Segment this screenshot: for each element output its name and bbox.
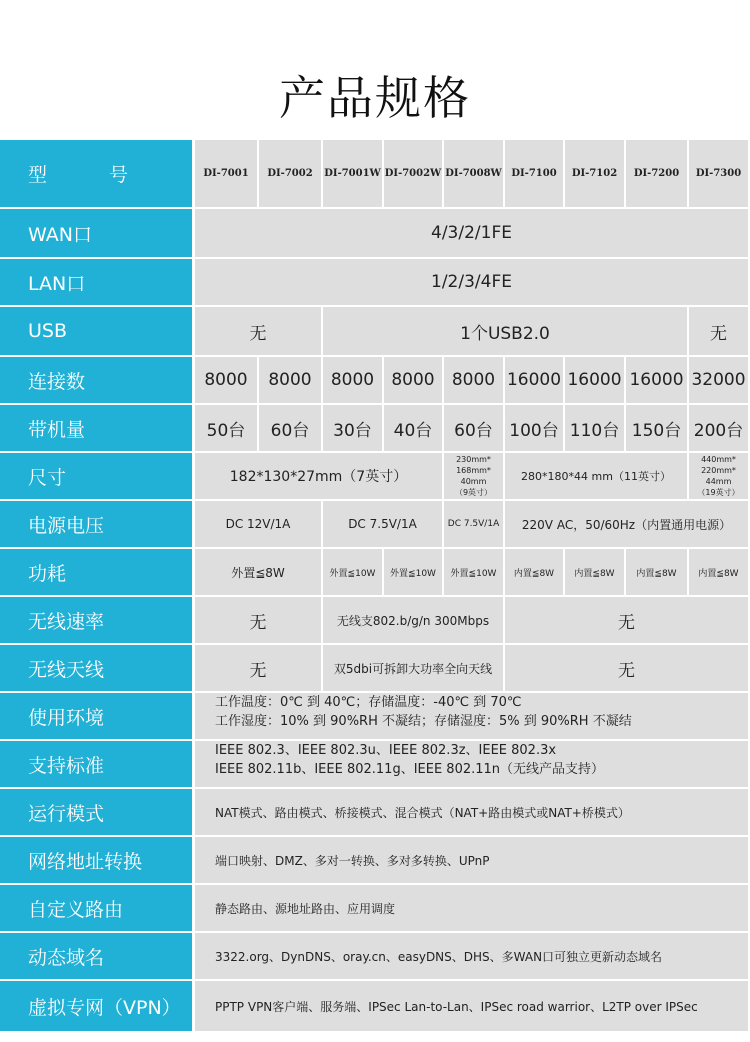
standards-line: IEEE 802.3、IEEE 802.3u、IEEE 802.3z、IEEE 802.3x bbox=[215, 743, 557, 758]
model-cell: DI-7002 bbox=[259, 140, 323, 209]
antenna-value: 双5dbi可拆卸大功率全向天线 bbox=[323, 645, 505, 693]
model-cell: DI-7008W bbox=[444, 140, 505, 209]
wireless-rate-right: 无 bbox=[505, 597, 750, 645]
environment-value bbox=[195, 693, 750, 741]
usb-value: 1个USB2.0 bbox=[323, 307, 689, 357]
mode-value: NAT模式、路由模式、桥接模式、混合模式（NAT+路由模式或NAT+桥模式） bbox=[195, 789, 750, 837]
environment-line: 工作温度：0℃ 到 40℃；存储温度：-40℃ 到 70℃ bbox=[215, 695, 522, 710]
size-7008w-line: 168mm* bbox=[456, 466, 491, 475]
label-model: 型 号 bbox=[0, 140, 195, 209]
connections-cell: 16000 bbox=[626, 357, 689, 405]
label-size: 尺寸 bbox=[0, 453, 195, 501]
consumption-cell: 内置≦8W bbox=[565, 549, 626, 597]
power-a: DC 12V/1A bbox=[195, 501, 323, 549]
consumption-cell: 内置≦8W bbox=[626, 549, 689, 597]
model-cell: DI-7102 bbox=[565, 140, 626, 209]
label-standards: 支持标准 bbox=[0, 741, 195, 789]
label-routing: 自定义路由 bbox=[0, 885, 195, 933]
label-connections: 连接数 bbox=[0, 357, 195, 405]
consumption-cell: 外置≦8W bbox=[195, 549, 323, 597]
hosts-cell: 60台 bbox=[444, 405, 505, 453]
usb-none-left: 无 bbox=[195, 307, 323, 357]
size-small: 182*130*27mm（7英寸） bbox=[195, 453, 444, 501]
label-hosts: 带机量 bbox=[0, 405, 195, 453]
size-rack19-line: 220mm* bbox=[701, 466, 736, 475]
standards-line: IEEE 802.11b、IEEE 802.11g、IEEE 802.11n（无线产品支持） bbox=[215, 762, 605, 777]
consumption-cell: 外置≦10W bbox=[444, 549, 505, 597]
hosts-cell: 50台 bbox=[195, 405, 259, 453]
hosts-cell: 150台 bbox=[626, 405, 689, 453]
power-d: 220V AC，50/60Hz（内置通用电源） bbox=[505, 501, 750, 549]
antenna-right: 无 bbox=[505, 645, 750, 693]
usb-none-right: 无 bbox=[689, 307, 750, 357]
connections-cell: 8000 bbox=[384, 357, 444, 405]
size-7008w-line: （9英寸） bbox=[454, 488, 493, 497]
model-cell: DI-7001 bbox=[195, 140, 259, 209]
wireless-rate-left: 无 bbox=[195, 597, 323, 645]
hosts-cell: 60台 bbox=[259, 405, 323, 453]
model-cell: DI-7200 bbox=[626, 140, 689, 209]
hosts-cell: 40台 bbox=[384, 405, 444, 453]
vpn-value: PPTP VPN客户端、服务端、IPSec Lan-to-Lan、IPSec road warrior、L2TP over IPSec bbox=[195, 981, 750, 1033]
connections-cell: 8000 bbox=[195, 357, 259, 405]
consumption-cell: 内置≦8W bbox=[689, 549, 750, 597]
model-cell: DI-7002W bbox=[384, 140, 444, 209]
hosts-cell: 30台 bbox=[323, 405, 384, 453]
label-vpn: 虚拟专网（VPN） bbox=[0, 981, 195, 1033]
label-consumption: 功耗 bbox=[0, 549, 195, 597]
label-wan: WAN口 bbox=[0, 209, 195, 259]
consumption-cell: 外置≦10W bbox=[384, 549, 444, 597]
label-environment: 使用环境 bbox=[0, 693, 195, 741]
hosts-cell: 200台 bbox=[689, 405, 750, 453]
connections-cell: 8000 bbox=[259, 357, 323, 405]
power-c: DC 7.5V/1A bbox=[444, 501, 505, 549]
size-7008w bbox=[444, 453, 505, 501]
size-rack19-line: （19英寸） bbox=[697, 488, 740, 497]
hosts-cell: 110台 bbox=[565, 405, 626, 453]
connections-cell: 16000 bbox=[565, 357, 626, 405]
spec-table bbox=[0, 140, 750, 1036]
model-cell: DI-7100 bbox=[505, 140, 565, 209]
model-cell: DI-7001W bbox=[323, 140, 384, 209]
nat-value: 端口映射、DMZ、多对一转换、多对多转换、UPnP bbox=[195, 837, 750, 885]
size-7008w-line: 40mm bbox=[460, 477, 487, 486]
connections-cell: 8000 bbox=[444, 357, 505, 405]
label-antenna: 无线天线 bbox=[0, 645, 195, 693]
consumption-cell: 外置≦10W bbox=[323, 549, 384, 597]
connections-cell: 32000 bbox=[689, 357, 750, 405]
ddns-value: 3322.org、DynDNS、oray.cn、easyDNS、DHS、多WAN口可独立更新动态域名 bbox=[195, 933, 750, 981]
size-rack19-line: 440mm* bbox=[701, 455, 736, 464]
connections-cell: 8000 bbox=[323, 357, 384, 405]
routing-value: 静态路由、源地址路由、应用调度 bbox=[195, 885, 750, 933]
label-wireless-rate: 无线速率 bbox=[0, 597, 195, 645]
model-cell: DI-7300 bbox=[689, 140, 750, 209]
label-usb: USB bbox=[0, 307, 195, 357]
antenna-left: 无 bbox=[195, 645, 323, 693]
environment-line: 工作湿度：10% 到 90%RH 不凝结；存储湿度：5% 到 90%RH 不凝结 bbox=[215, 714, 632, 729]
connections-cell: 16000 bbox=[505, 357, 565, 405]
label-nat: 网络地址转换 bbox=[0, 837, 195, 885]
wan-value: 4/3/2/1FE bbox=[195, 209, 750, 259]
size-rack11: 280*180*44 mm（11英寸） bbox=[505, 453, 689, 501]
size-rack19 bbox=[689, 453, 750, 501]
label-ddns: 动态域名 bbox=[0, 933, 195, 981]
label-lan: LAN口 bbox=[0, 259, 195, 307]
power-b: DC 7.5V/1A bbox=[323, 501, 444, 549]
wireless-rate-value: 无线支802.b/g/n 300Mbps bbox=[323, 597, 505, 645]
label-mode: 运行模式 bbox=[0, 789, 195, 837]
lan-value: 1/2/3/4FE bbox=[195, 259, 750, 307]
consumption-cell: 内置≦8W bbox=[505, 549, 565, 597]
size-rack19-line: 44mm bbox=[705, 477, 732, 486]
label-power: 电源电压 bbox=[0, 501, 195, 549]
page-title: 产品规格 bbox=[279, 71, 471, 125]
standards-value bbox=[195, 741, 750, 789]
hosts-cell: 100台 bbox=[505, 405, 565, 453]
size-7008w-line: 230mm* bbox=[456, 455, 491, 464]
